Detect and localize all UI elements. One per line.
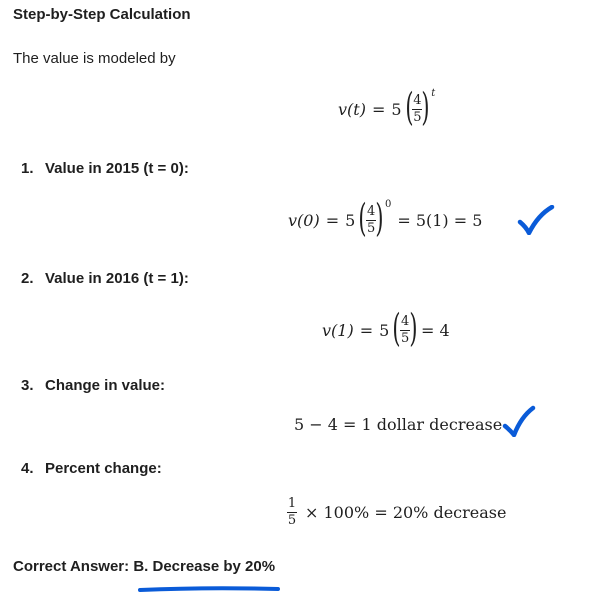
eq2-num: 4: [400, 313, 410, 329]
answer-label: Correct Answer:: [13, 558, 130, 575]
correct-answer: [13, 558, 275, 575]
answer-underline-mark: [138, 584, 280, 594]
step-label: Change in value:: [45, 377, 166, 394]
step-4-heading: [21, 460, 162, 477]
step-2-equation: [322, 306, 450, 350]
eq1-exponent: 0: [384, 199, 392, 210]
eq1-num: 4: [366, 203, 376, 219]
eq4-den: 5: [287, 513, 297, 528]
model-equation: [338, 85, 436, 129]
eq1-den: 5: [366, 220, 376, 236]
checkmark-icon: [516, 205, 556, 235]
model-coef: 5: [391, 99, 402, 119]
eq1-rest: = 5(1) = 5: [397, 210, 483, 230]
right-paren: ): [421, 85, 430, 129]
step-3-equation: [294, 415, 502, 434]
right-paren: ): [409, 306, 418, 350]
step-label: Value in 2015 (t = 0):: [45, 160, 189, 177]
eq4-fraction: [287, 497, 297, 528]
left-paren: (: [358, 196, 367, 240]
left-paren: (: [404, 85, 414, 129]
eq2-rest: = 4: [420, 320, 450, 340]
eq2-den: 5: [400, 330, 410, 346]
step-number: 4.: [21, 460, 34, 477]
eq3-text: 5 − 4 = 1 dollar decrease: [294, 415, 503, 434]
step-number: 1.: [21, 160, 34, 177]
eq4-rest: × 100% = 20% decrease: [305, 503, 507, 522]
section-title: Step-by-Step Calculation: [13, 6, 191, 23]
step-number: 2.: [21, 270, 34, 287]
model-den: 5: [413, 109, 422, 125]
model-num: 4: [413, 92, 422, 108]
checkmark-icon: [502, 405, 536, 437]
model-lhs: v(t): [338, 99, 366, 119]
step-number: 3.: [21, 377, 34, 394]
answer-value: B. Decrease by 20%: [133, 558, 276, 575]
eq2-coef: 5: [379, 320, 390, 340]
model-eq-sign: =: [371, 99, 386, 119]
step-2-heading: [21, 270, 189, 287]
step-4-equation: [285, 497, 506, 528]
left-paren: (: [392, 306, 401, 350]
eq2-lhs: v(1): [322, 320, 354, 340]
eq1-eq-sign: =: [325, 210, 340, 230]
step-1-heading: [21, 160, 189, 177]
eq4-num: 1: [287, 496, 297, 511]
eq1-coef: 5: [345, 210, 356, 230]
eq1-lhs: v(0): [288, 210, 320, 230]
intro-text: The value is modeled by: [13, 50, 176, 67]
step-3-heading: [21, 377, 165, 394]
eq2-eq-sign: =: [359, 320, 374, 340]
step-label: Percent change:: [45, 460, 162, 477]
right-paren: ): [375, 196, 384, 240]
step-label: Value in 2016 (t = 1):: [45, 270, 189, 287]
step-1-equation: [288, 196, 483, 240]
model-exponent: t: [431, 88, 436, 99]
